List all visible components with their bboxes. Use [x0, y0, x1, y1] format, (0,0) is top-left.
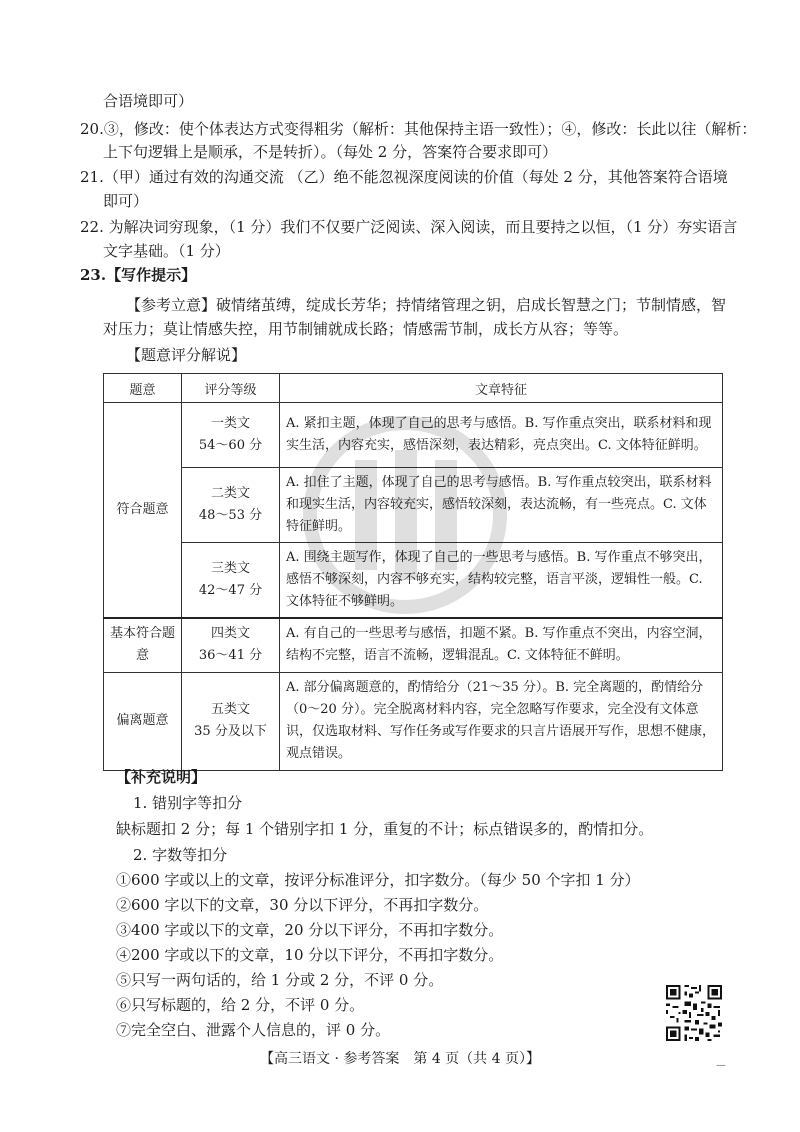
level-cell — [182, 618, 280, 672]
header-features: 文章特征 — [280, 374, 723, 403]
answer-20-line-1: 20.③，修改：使个体表达方式变得粗劣（解析：其他保持主语一致性）；④，修改：长此以往（解析： — [80, 120, 757, 138]
text-line: ⑦完全空白、泄露个人信息的，评 0 分。 — [116, 1021, 391, 1039]
features-cell: A. 紧扣主题，体现了自己的思考与感悟。B. 写作重点突出，联系材料和现实生活，内容充实，感悟深刻，表达精彩，亮点突出。C. 文体特征鲜明。 — [280, 403, 723, 468]
text-line: ③400 字或以下的文章，20 分以下评分，不再扣字数分。 — [116, 921, 504, 939]
text-line: 2. 字数等扣分 — [133, 846, 228, 864]
corner-mark: — — [716, 1060, 726, 1071]
page-footer: 【高三语文 · 参考答案 第 4 页（共 4 页）】 — [260, 1051, 540, 1067]
table-row — [104, 618, 723, 672]
answer-21-line-1: 21.（甲）通过有效的沟通交流 （乙）绝不能忽视深度阅读的价值（每处 2 分，其他答案符合语境 — [80, 168, 728, 186]
level-name: 四类文 — [210, 626, 250, 642]
table-row — [104, 543, 723, 619]
level-cell — [182, 672, 280, 770]
table-row — [104, 672, 723, 770]
text-line: ⑤只写一两句话的，给 1 分或 2 分，不评 0 分。 — [116, 971, 444, 989]
level-cell — [182, 468, 280, 543]
text-line: 1. 错别字等扣分 — [133, 794, 243, 812]
level-range: 42～47 分 — [198, 583, 263, 598]
features-cell: A. 有自己的一些思考与感悟，扣题不紧。B. 写作重点不突出，内容空洞，结构不完整，语言不流畅，逻辑混乱。C. 文体特征不鲜明。 — [280, 618, 723, 672]
header-topic: 题意 — [104, 374, 182, 403]
table-row — [104, 468, 723, 543]
level-range: 54～60 分 — [198, 438, 263, 453]
qr-code-icon — [664, 983, 724, 1043]
reference-theme-line-1: 【参考立意】破情绪茧缚，绽成长芳华；持情绪管理之钥，启成长智慧之门；节制情感，智 — [126, 296, 727, 314]
topic-cell: 符合题意 — [104, 403, 182, 619]
reference-theme-line-2: 对压力；莫让情感失控，用节制铺就成长路；情感需节制，成长方从容；等等。 — [103, 320, 629, 338]
level-range: 36～41 分 — [198, 648, 263, 664]
level-cell — [182, 403, 280, 468]
answer-22-line-2: 文字基础。（1 分） — [103, 242, 230, 260]
topic-cell: 偏离题意 — [104, 672, 182, 770]
text-line: ①600 字或以上的文章，按评分标准评分，扣字数分。（每少 50 个字扣 1 分） — [116, 871, 640, 889]
grading-table — [103, 373, 723, 771]
text-line: ⑥只写标题的，给 2 分，不评 0 分。 — [116, 996, 365, 1014]
header-level: 评分等级 — [182, 374, 280, 403]
answer-21-line-2: 即可） — [103, 192, 149, 210]
level-name: 五类文 — [210, 702, 250, 717]
level-range: 35 分及以下 — [194, 724, 267, 739]
features-cell: A. 围绕主题写作，体现了自己的一些思考与感悟。B. 写作重点不够突出，感悟不够深刻，内容不够充实，结构较完整，语言平淡，逻辑性一般。C. 文体特征不够鲜明。 — [280, 543, 723, 619]
grading-explanation-heading: 【题意评分解说】 — [126, 346, 247, 364]
table-header-row — [104, 374, 723, 403]
text-line: 缺标题扣 2 分；每 1 个错别字扣 1 分，重复的不计；标点错误多的，酌情扣分。 — [116, 820, 654, 838]
answer-23-heading: 23.【写作提示】 — [80, 266, 197, 284]
supplementary-heading: 【补充说明】 — [116, 768, 207, 786]
level-name: 二类文 — [210, 486, 250, 501]
features-cell: A. 部分偏离题意的，酌情给分（21～35 分）。B. 完全离题的，酌情给分（0～20 分）。完全脱离材料内容，完全忽略写作要求，完全没有文体意识，仅选取材料、写作任务或写作要求的只言片语展开写作，思想不健康，观点错误。 — [280, 672, 723, 770]
text-line: ④200 字或以下的文章，10 分以下评分，不再扣字数分。 — [116, 946, 504, 964]
topic-cell: 基本符合题意 — [104, 618, 182, 672]
text-line: ②600 字以下的文章，30 分以下评分，不再扣字数分。 — [116, 896, 489, 914]
level-range: 48～53 分 — [198, 508, 263, 523]
answer-22-line-1: 22. 为解决词穷现象，（1 分）我们不仅要广泛阅读、深入阅读，而且要持之以恒，（1 分）夯实语言 — [80, 218, 738, 236]
level-cell — [182, 543, 280, 619]
level-name: 一类文 — [210, 416, 250, 431]
features-cell: A. 扣住了主题，体现了自己的思考与感悟。B. 写作重点较突出，联系材料和现实生活，内容较充实，感悟较深刻，表达流畅，有一些亮点。C. 文体特征鲜明。 — [280, 468, 723, 543]
table-row — [104, 403, 723, 468]
text-line: 合语境即可） — [103, 92, 194, 110]
level-name: 三类文 — [210, 561, 250, 576]
answer-20-line-2: 上下句逻辑上是顺承，不是转折）。（每处 2 分，答案符合要求即可） — [103, 143, 558, 161]
